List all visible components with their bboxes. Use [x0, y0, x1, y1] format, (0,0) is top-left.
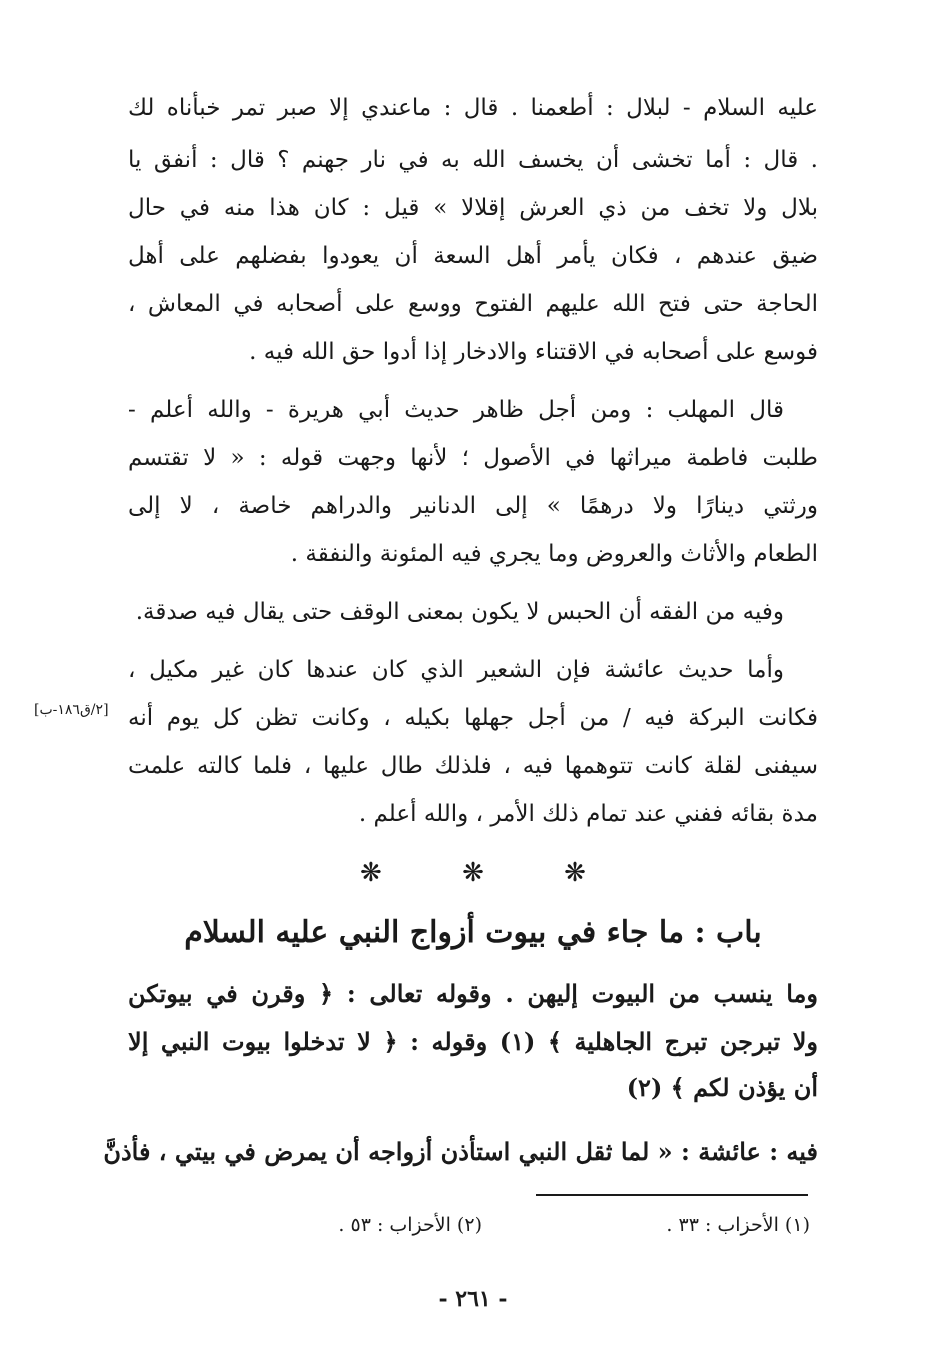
separator-star-icon: ❋ [360, 858, 382, 888]
chapter-subtitle-line: أن يؤذن لكم ﴾ (٢) [626, 1073, 818, 1102]
body-line: سيفنى لقلة كانت تتوهمها فيه ، فلذلك طال عليها ، فلما كالته علمت [128, 753, 818, 779]
section-separator [0, 858, 946, 888]
body-line: . قال : أما تخشى أن يخسف الله به في نار جهنم ؟ قال : أنفق يا [128, 147, 818, 173]
body-line: الحاجة حتى فتح الله عليهم الفتوح ووسع على أصحابه في المعاش ، [128, 291, 818, 317]
body-line: ضيق عندهم ، فكان يأمر أهل السعة أن يعودوا بفضلهم على أهل [128, 243, 818, 269]
manuscript-folio-note: [٢/ق١٨٦-ب] [34, 702, 109, 718]
body-line: طلبت فاطمة ميراثها في الأصول ؛ لأنها وجهت قوله : « لا تقتسم [128, 445, 818, 471]
body-line: فكانت البركة فيه / من أجل جهلها بكيله ، وكانت تظن كل يوم أنه [128, 705, 818, 731]
page-number: - ٢٦١ - [438, 1286, 508, 1312]
footnote-1: (١) الأحزاب : ٣٣ . [666, 1214, 810, 1236]
footnote-divider [536, 1194, 808, 1196]
chapter-subtitle-line: ولا تبرجن تبرج الجاهلية ﴾ (١) وقوله : ﴿ لا تدخلوا بيوت النبي إلا [128, 1027, 818, 1056]
chapter-subtitle-line: وما ينسب من البيوت إليهن . وقوله تعالى : ﴿ وقرن في بيوتكن [128, 979, 818, 1008]
body-line: عليه السلام - لبلال : أطعمنا . قال : ماعندي إلا صبر تمر خبأناه لك [128, 95, 818, 121]
chapter-title: باب : ما جاء في بيوت أزواج النبي عليه السلام [184, 915, 762, 950]
body-line: مدة بقائه ففني عند تمام ذلك الأمر ، والله أعلم . [358, 801, 818, 827]
body-line: ورثتي دينارًا ولا درهمًا » إلى الدنانير والدراهم خاصة ، لا إلى [128, 493, 818, 519]
body-line: قال المهلب : ومن أجل ظاهر حديث أبي هريرة - والله أعلم - [128, 397, 784, 423]
body-line: فوسع على أصحابه في الاقتناء والادخار إذا أدوا حق الله فيه . [249, 339, 818, 365]
separator-star-icon: ❋ [462, 858, 484, 888]
body-line: بلال ولا تخف من ذي العرش إقلالا » قيل : كان هذا منه في حال [128, 195, 818, 221]
body-line: وأما حديث عائشة فإن الشعير الذي كان عندها كان غير مكيل ، [128, 657, 784, 683]
hadith-line: فيه : عائشة : « لما ثقل النبي استأذن أزواجه أن يمرض في بيتي ، فأذنَّ [103, 1137, 818, 1166]
body-line: الطعام والأثاث والعروض وما يجري فيه المئونة والنفقة . [290, 541, 818, 567]
body-line: وفيه من الفقه أن الحبس لا يكون بمعنى الوقف حتى يقال فيه صدقة. [135, 599, 784, 625]
separator-star-icon: ❋ [564, 858, 586, 888]
footnote-2: (٢) الأحزاب : ٥٣ . [338, 1214, 482, 1236]
